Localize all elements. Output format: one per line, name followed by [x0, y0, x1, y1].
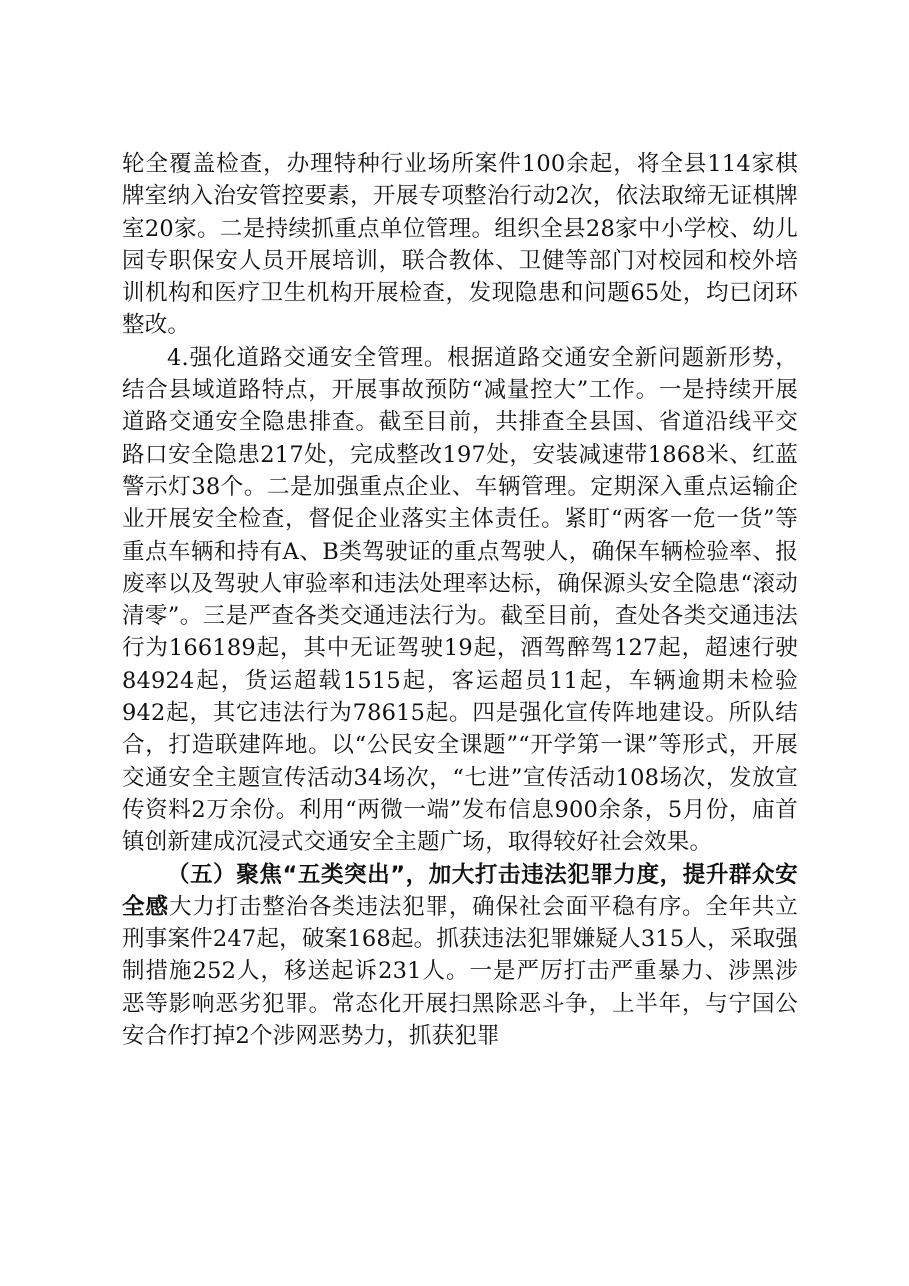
paragraph-text: 大力打击整治各类违法犯罪，确保社会面平稳有序。全年共立刑事案件247起，破案168起。抓获违法犯罪嫌疑人315人，采取强制措施252人，移送起诉231人。一是严厉打击严重暴力、涉黑涉恶等影响恶劣犯罪。常态化开展扫黑除恶斗争，上半年，与宁国公安合作打掉2个涉网恶势力，抓获犯罪	[122, 893, 798, 1050]
section-heading-five: （五）聚焦“五类突出”，加大打击违法犯罪力度，提升群众安全感	[122, 861, 798, 920]
paragraph-text: 4.强化道路交通安全管理。根据道路交通安全新问题新形势，结合县域道路特点，开展事故预防“减量控大”工作。一是持续开展道路交通安全隐患排查。截至目前，共排查全县国、省道沿线平交路口安全隐患217处，完成整改197处，安装减速带1868米、红蓝警示灯38个。二是加强重点企业、车辆管理。定期深入重点运输企业开展安全检查，督促企业落实主体责任。紧盯“两客一危一货”等重点车辆和持有A、B类驾驶证的重点驾驶人，确保车辆检验率、报废率以及驾驶人审验率和违法处理率达标，确保源头安全隐患“滚动清零”。三是严查各类交通违法行为。截至目前，查处各类交通违法行为166189起，其中无证驾驶19起，酒驾醉驾127起，超速行驶84924起，货运超载1515起，客运超员11起，车辆逾期未检验942起，其它违法行为78615起。四是强化宣传阵地建设。所队结合，打造联建阵地。以“公民安全课题”“开学第一课”等形式，开展交通安全主题宣传活动34场次，“七进”宣传活动108场次，发放宣传资料2万余份。利用“两微一端”发布信息900余条，5月份，庙首镇创新建成沉浸式交通安全主题广场，取得较好社会效果。	[122, 344, 798, 856]
paragraph-road-traffic-safety	[122, 342, 798, 859]
document-body	[122, 148, 798, 1052]
paragraph-text: 轮全覆盖检查，办理特种行业场所案件100余起，将全县114家棋牌室纳入治安管控要素，开展专项整治行动2次，依法取缔无证棋牌室20家。二是持续抓重点单位管理。组织全县28家中小学校、幼儿园专职保安人员开展培训，联合教体、卫健等部门对校园和校外培训机构和医疗卫生机构开展检查，发现隐患和问题65处，均已闭环整改。	[122, 151, 798, 339]
paragraph-public-order-continued	[122, 148, 798, 342]
paragraph-crime-crackdown	[122, 859, 798, 1053]
